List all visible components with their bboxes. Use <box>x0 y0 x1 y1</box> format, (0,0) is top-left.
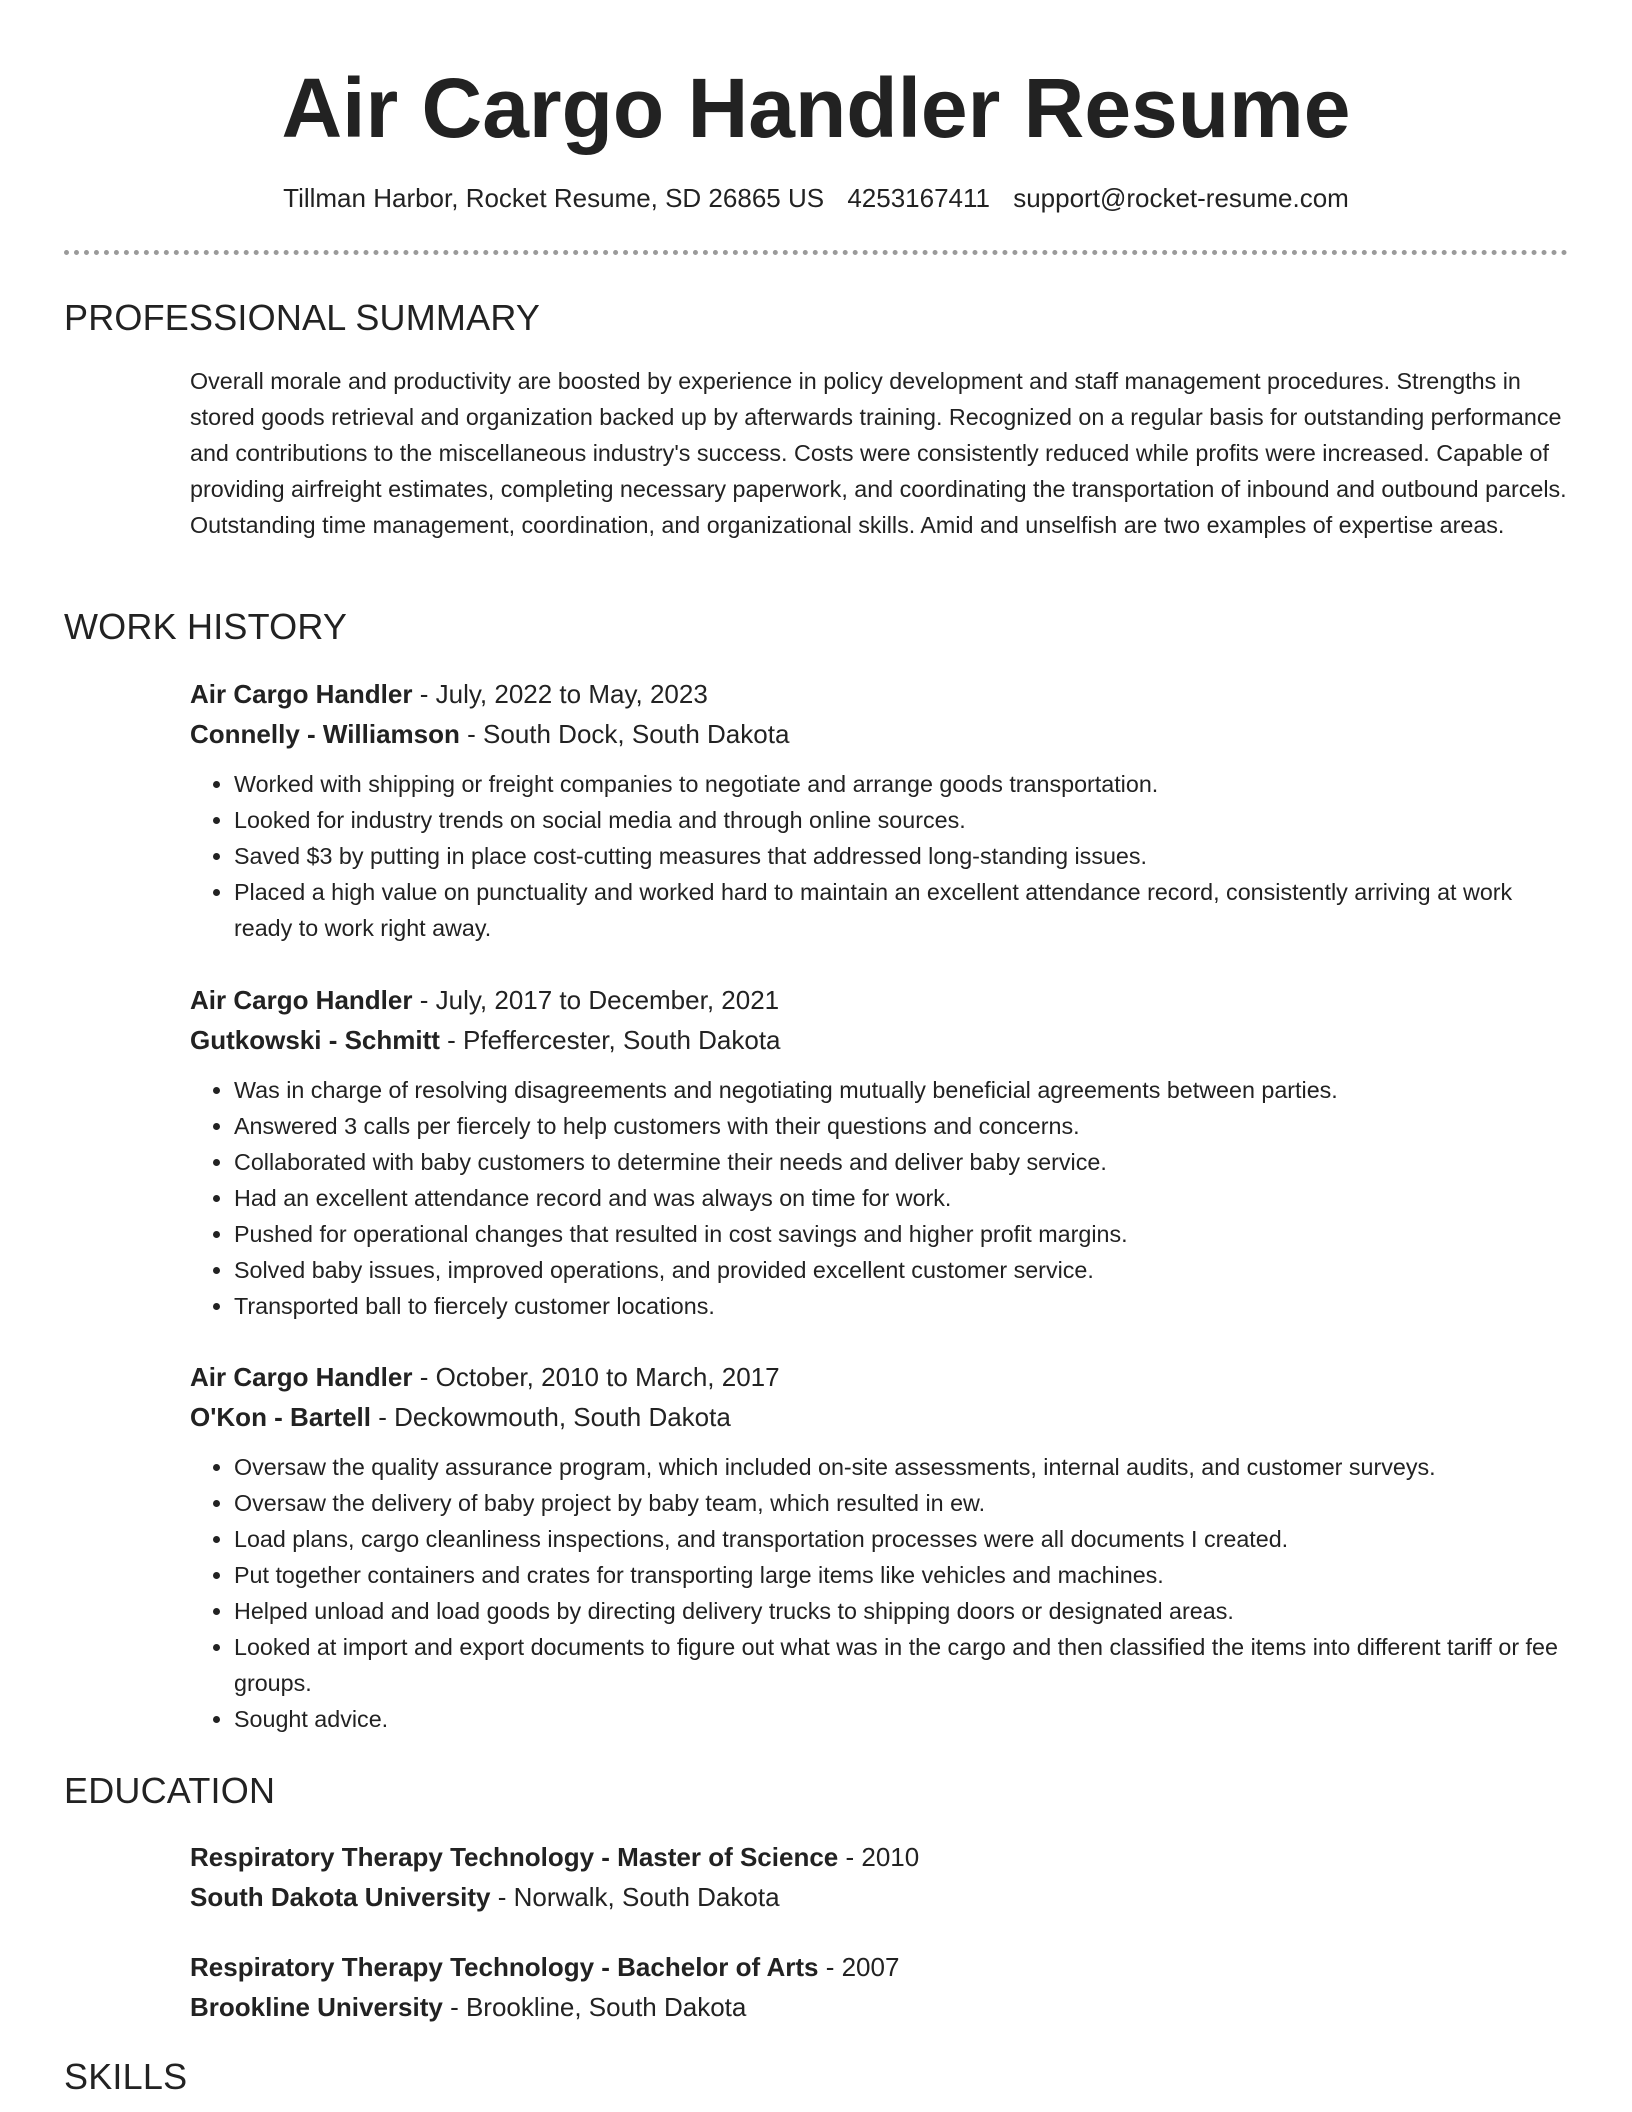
duty-item: • Collaborated with baby customers to determine their needs and deliver baby service. <box>234 1144 1570 1180</box>
degree: Respiratory Therapy Technology - Master of Science <box>190 1842 839 1872</box>
job-dates: - July, 2017 to December, 2021 <box>412 985 780 1015</box>
job-title: Air Cargo Handler <box>190 679 413 709</box>
duty-item: • Load plans, cargo cleanliness inspections, and transportation processes were all documents I created. <box>234 1521 1570 1557</box>
job-company-line <box>190 1397 1570 1437</box>
contact-email: support@rocket-resume.com <box>1013 183 1349 213</box>
duty-item: • Placed a high value on punctuality and worked hard to maintain an excellent attendance record, consistently arriving at work ready to work right away. <box>234 874 1570 946</box>
job-company-line <box>190 714 1570 754</box>
summary-text: Overall morale and productivity are boosted by experience in policy development and staff management procedures. Strengths in stored goods retrieval and organization backed up by afterwards training. Recognized on a regular basis for outstanding performance and contributions to the miscellaneous industry's success. Costs were consistently reduced while profits were increased. Capable of providing airfreight estimates, completing necessary paperwork, and coordinating the transportation of inbound and outbound parcels. Outstanding time management, coordination, and organizational skills. Amid and unselfish are two examples of expertise areas. <box>190 368 1567 538</box>
job-entry <box>190 674 1570 946</box>
duty-item: • Answered 3 calls per fiercely to help customers with their questions and concerns. <box>234 1108 1570 1144</box>
school-name: Brookline University <box>190 1992 443 2022</box>
duty-item: • Helped unload and load goods by directing delivery trucks to shipping doors or designated areas. <box>234 1593 1570 1629</box>
job-duties <box>190 1072 1570 1324</box>
job-company-line <box>190 1020 1570 1060</box>
duty-item: • Transported ball to fiercely customer locations. <box>234 1288 1570 1324</box>
section-title-skills: SKILLS <box>64 2056 188 2097</box>
school-location: - Norwalk, South Dakota <box>490 1882 780 1912</box>
degree-line <box>190 1837 1570 1877</box>
duty-item: • Looked at import and export documents to figure out what was in the cargo and then classified the items into different tariff or fee groups. <box>234 1629 1570 1701</box>
duty-item: • Was in charge of resolving disagreements and negotiating mutually beneficial agreements between parties. <box>234 1072 1570 1108</box>
duty-item: • Sought advice. <box>234 1701 1570 1737</box>
job-duties <box>190 1449 1570 1737</box>
degree: Respiratory Therapy Technology - Bachelor of Arts <box>190 1952 819 1982</box>
duty-item: • Solved baby issues, improved operations, and provided excellent customer service. <box>234 1252 1570 1288</box>
school-name: South Dakota University <box>190 1882 491 1912</box>
duty-item: • Put together containers and crates for transporting large items like vehicles and machines. <box>234 1557 1570 1593</box>
job-location: - South Dock, South Dakota <box>459 719 790 749</box>
job-duties <box>190 766 1570 946</box>
school-location: - Brookline, South Dakota <box>442 1992 747 2022</box>
job-title-line <box>190 674 1570 714</box>
duty-item: • Looked for industry trends on social media and through online sources. <box>234 802 1570 838</box>
job-title: Air Cargo Handler <box>190 985 413 1015</box>
contact-line <box>0 180 1632 216</box>
section-title-summary: PROFESSIONAL SUMMARY <box>64 297 541 338</box>
job-company: Gutkowski - Schmitt <box>190 1025 440 1055</box>
job-dates: - July, 2022 to May, 2023 <box>412 679 708 709</box>
header-divider <box>64 250 1568 255</box>
school-line <box>190 1877 1570 1917</box>
degree-line <box>190 1947 1570 1987</box>
job-company: Connelly - Williamson <box>190 719 460 749</box>
job-dates: - October, 2010 to March, 2017 <box>412 1362 780 1392</box>
section-title-work-history: WORK HISTORY <box>64 606 348 647</box>
duty-item: • Oversaw the delivery of baby project by baby team, which resulted in ew. <box>234 1485 1570 1521</box>
job-location: - Pfeffercester, South Dakota <box>439 1025 781 1055</box>
duty-item: • Worked with shipping or freight companies to negotiate and arrange goods transportation. <box>234 766 1570 802</box>
job-title-line <box>190 980 1570 1020</box>
duty-item: • Pushed for operational changes that resulted in cost savings and higher profit margins. <box>234 1216 1570 1252</box>
contact-address: Tillman Harbor, Rocket Resume, SD 26865 US <box>283 183 825 213</box>
job-entry <box>190 1357 1570 1737</box>
job-location: - Deckowmouth, South Dakota <box>370 1402 731 1432</box>
degree-year: - 2010 <box>838 1842 920 1872</box>
job-title: Air Cargo Handler <box>190 1362 413 1392</box>
job-company: O'Kon - Bartell <box>190 1402 371 1432</box>
duty-item: • Had an excellent attendance record and was always on time for work. <box>234 1180 1570 1216</box>
job-entry <box>190 980 1570 1324</box>
school-line <box>190 1987 1570 2027</box>
education-entry <box>190 1947 1570 2027</box>
section-title-education: EDUCATION <box>64 1770 276 1811</box>
duty-item: • Saved $3 by putting in place cost-cutting measures that addressed long-standing issues. <box>234 838 1570 874</box>
education-entry <box>190 1837 1570 1917</box>
duty-item: • Oversaw the quality assurance program, which included on-site assessments, internal audits, and customer surveys. <box>234 1449 1570 1485</box>
contact-phone: 4253167411 <box>847 183 990 213</box>
degree-year: - 2007 <box>818 1952 900 1982</box>
job-title-line <box>190 1357 1570 1397</box>
resume-title: Air Cargo Handler Resume <box>281 61 1351 155</box>
